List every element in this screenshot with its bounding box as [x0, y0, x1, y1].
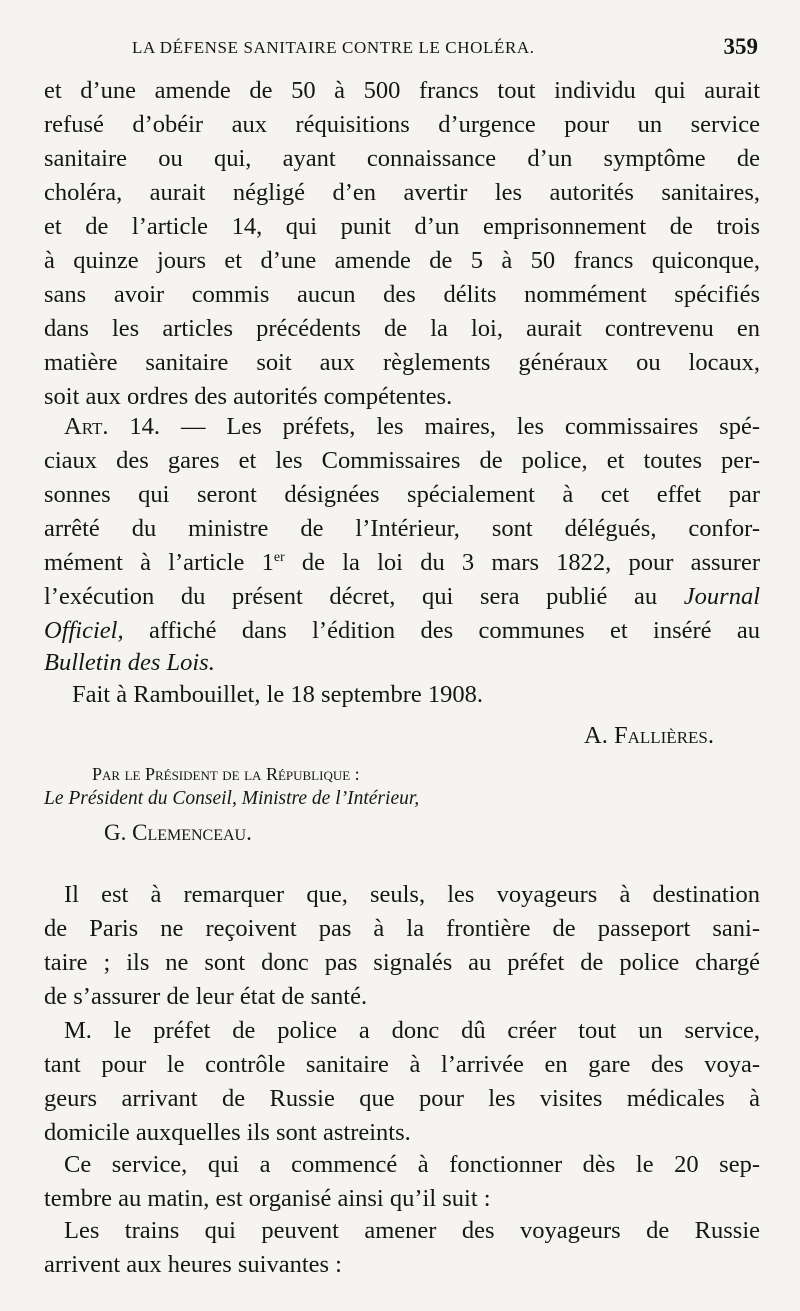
text-line: refusé d’obéir aux réquisitions d’urgence pour un service: [44, 111, 760, 138]
text-line: soit aux ordres des autorités compétentes.: [44, 383, 453, 410]
text-line: Les trains qui peuvent amener des voyageurs de Russie: [64, 1217, 760, 1244]
text-line: arrivent aux heures suivantes :: [44, 1251, 342, 1278]
text-line: sans avoir commis aucun des délits nommément spécifiés: [44, 281, 760, 308]
text-fragment: mément à l’article 1: [44, 549, 274, 576]
page-number: 359: [723, 34, 758, 59]
text-line: tant pour le contrôle sanitaire à l’arrivée en gare des voya-: [44, 1051, 760, 1078]
text-line: choléra, aurait négligé d’en avertir les autorités sanitaires,: [44, 179, 760, 206]
text-line: sanitaire ou qui, ayant connaissance d’un symptôme de: [44, 145, 760, 172]
text-line: de s’assurer de leur état de santé.: [44, 983, 368, 1010]
text-line: matière sanitaire soit aux règlements généraux ou locaux,: [44, 349, 760, 376]
president-du-conseil: Le Président du Conseil, Ministre de l’Intérieur,: [44, 788, 420, 809]
text-line: sonnes qui seront désignées spécialement à cet effet par: [44, 481, 760, 508]
running-head: [40, 34, 758, 64]
text-line: à quinze jours et d’une amende de 5 à 50 francs quiconque,: [44, 247, 760, 274]
article-label: Art.: [64, 413, 109, 440]
par-le-president: Par le Président de la République :: [92, 764, 360, 784]
text-line: taire ; ils ne sont donc pas signalés au préfet de police chargé: [44, 949, 760, 976]
text-line: Ce service, qui a commencé à fonctionner dès le 20 sep-: [64, 1151, 760, 1178]
text-line: ciaux des gares et les Commissaires de police, et toutes per-: [44, 447, 760, 474]
text-line: dans les articles précédents de la loi, aurait contrevenu en: [44, 315, 760, 342]
text-line: [44, 546, 760, 580]
italic-text: Officiel,: [44, 617, 124, 644]
text-line: Il est à remarquer que, seuls, les voyageurs à destination: [64, 881, 760, 908]
text-line: et d’une amende de 50 à 500 francs tout individu qui aurait: [44, 77, 760, 104]
text-line: domicile auxquelles ils sont astreints.: [44, 1119, 411, 1146]
text-line: arrêté du ministre de l’Intérieur, sont délégués, confor-: [44, 515, 760, 542]
text-line: M. le préfet de police a donc dû créer tout un service,: [64, 1017, 760, 1044]
signature-clemenceau: G. Clemenceau.: [104, 820, 252, 845]
superscript: er: [273, 549, 285, 565]
article-14-heading-line: [64, 410, 760, 444]
text-line: [44, 614, 760, 648]
text-line: [44, 580, 760, 614]
italic-text: Journal: [683, 583, 760, 610]
article-text: 14. — Les préfets, les maires, les commissaires spé-: [108, 413, 760, 440]
signature-fallieres: A. Fallières.: [584, 722, 714, 749]
text-line: [44, 646, 760, 680]
running-title: LA DÉFENSE SANITAIRE CONTRE LE CHOLÉRA.: [132, 38, 535, 57]
text-fragment: affiché dans l’édition des communes et inséré au: [123, 617, 760, 644]
text-fragment: de la loi du 3 mars 1822, pour assurer: [284, 549, 760, 576]
date-line: Fait à Rambouillet, le 18 septembre 1908.: [72, 681, 483, 708]
text-line: de Paris ne reçoivent pas à la frontière de passeport sani-: [44, 915, 760, 942]
text-line: geurs arrivant de Russie que pour les visites médicales à: [44, 1085, 760, 1112]
text-fragment: l’exécution du présent décret, qui sera publié au: [44, 583, 684, 610]
text-line: et de l’article 14, qui punit d’un emprisonnement de trois: [44, 213, 760, 240]
italic-text: Bulletin des Lois.: [44, 649, 215, 676]
text-line: tembre au matin, est organisé ainsi qu’il suit :: [44, 1185, 491, 1212]
